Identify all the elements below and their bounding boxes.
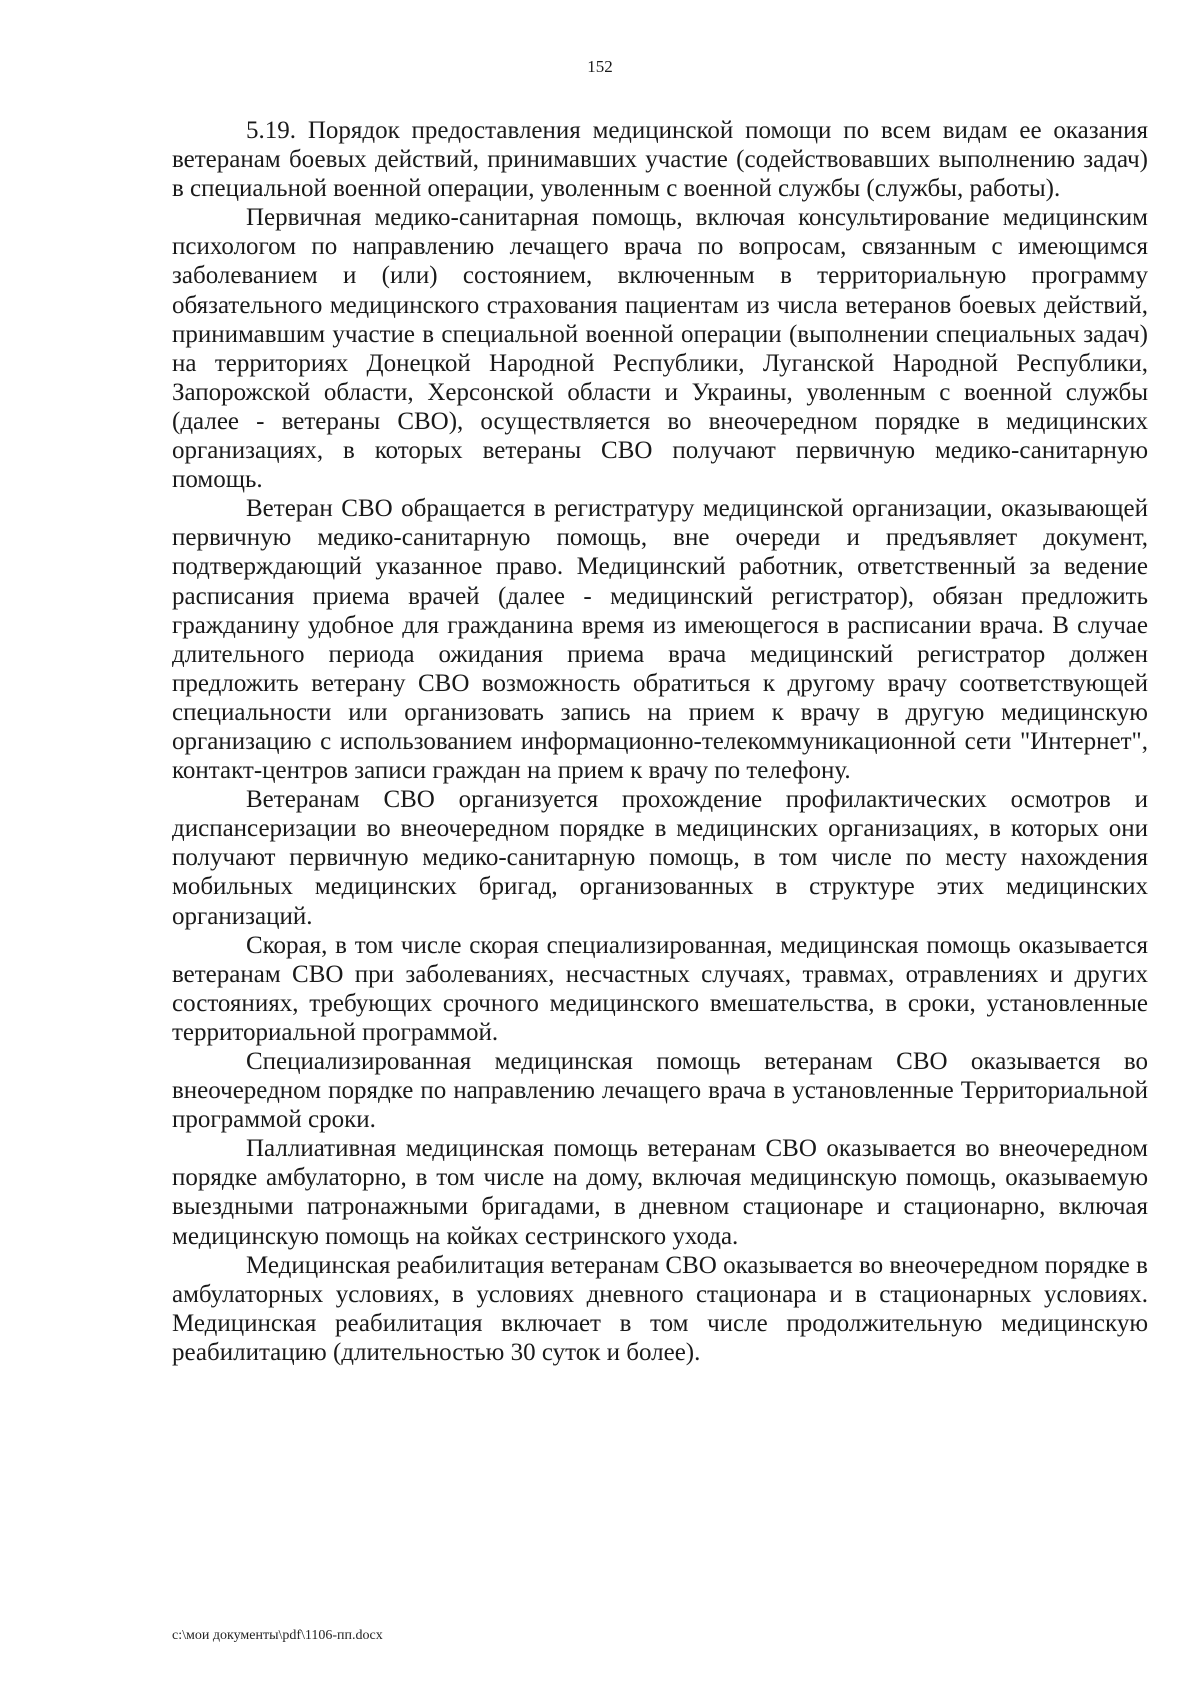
page-number: 152 [587,57,613,76]
paragraph-specialized-care: Специализированная медицинская помощь ветеранам СВО оказывается во внеочередном порядке по направлению лечащего врача в установленные Территориальной программой сроки. [172,1048,1148,1134]
paragraph-section-5-19: 5.19. Порядок предоставления медицинской помощи по всем видам ее оказания ветеранам боевых действий, принимавших участие (содействовавших выполнению задач) в специальной военной операции, уволенным с военной службы (службы, работы). [172,117,1148,203]
paragraph-primary-care: Первичная медико-санитарная помощь, включая консультирование медицинским психологом по направлению лечащего врача по вопросам, связанным с имеющимся заболеванием и (или) состоянием, включенным в территориальную программу обязательного медицинского страхования пациентам из числа ветеранов боевых действий, принимавшим участие в специальной военной операции (выполнении специальных задач) на территориях Донецкой Народной Республики, Луганской Народной Республики, Запорожской области, Херсонской области и Украины, уволенным с военной службы (далее - ветераны СВО), осуществляется во внеочередном порядке в медицинских организациях, в которых ветераны СВО получают первичную медико-санитарную помощь. [172,204,1148,494]
paragraph-rehabilitation: Медицинская реабилитация ветеранам СВО оказывается во внеочередном порядке в амбулаторных условиях, в условиях дневного стационара и в стационарных условиях. Медицинская реабилитация включает в том числе продолжительную медицинскую реабилитацию (длительностью 30 суток и более). [172,1251,1148,1366]
paragraph-registry: Ветеран СВО обращается в регистратуру медицинской организации, оказывающей первичную медико-санитарную помощь, вне очереди и предъявляет документ, подтверждающий указанное право. Медицинский работник, ответственный за ведение расписания приема врачей (далее - медицинский регистратор), обязан предложить гражданину удобное для гражданина время из имеющегося в расписании врача. В случае длительного периода ожидания приема врача медицинский регистратор должен предложить ветерану СВО возможность обратиться к другому врачу соответствующей специальности или организовать запись на прием к врачу в другую медицинскую организацию с использованием информационно-телекоммуникационной сети "Интернет", контакт-центров записи граждан на прием к врачу по телефону. [172,495,1148,785]
paragraph-emergency-care: Скорая, в том числе скорая специализированная, медицинская помощь оказывается ветеранам СВО при заболеваниях, несчастных случаях, травмах, отравлениях и других состояниях, требующих срочного медицинского вмешательства, в сроки, установленные территориальной программой. [172,931,1148,1046]
document-body [172,116,1148,1367]
footer-file-path: c:\мои документы\pdf\1106-пп.docx [172,1628,383,1643]
paragraph-checkups: Ветеранам СВО организуется прохождение профилактических осмотров и диспансеризации во внеочередном порядке в медицинских организациях, в которых они получают первичную медико-санитарную помощь, в том числе по месту нахождения мобильных медицинских бригад, организованных в структуре этих медицинских организаций. [172,786,1148,930]
paragraph-palliative-care: Паллиативная медицинская помощь ветеранам СВО оказывается во внеочередном порядке амбулаторно, в том числе на дому, включая медицинскую помощь, оказываемую выездными патронажными бригадами, в дневном стационаре и стационарно, включая медицинскую помощь на койках сестринского ухода. [172,1135,1148,1250]
